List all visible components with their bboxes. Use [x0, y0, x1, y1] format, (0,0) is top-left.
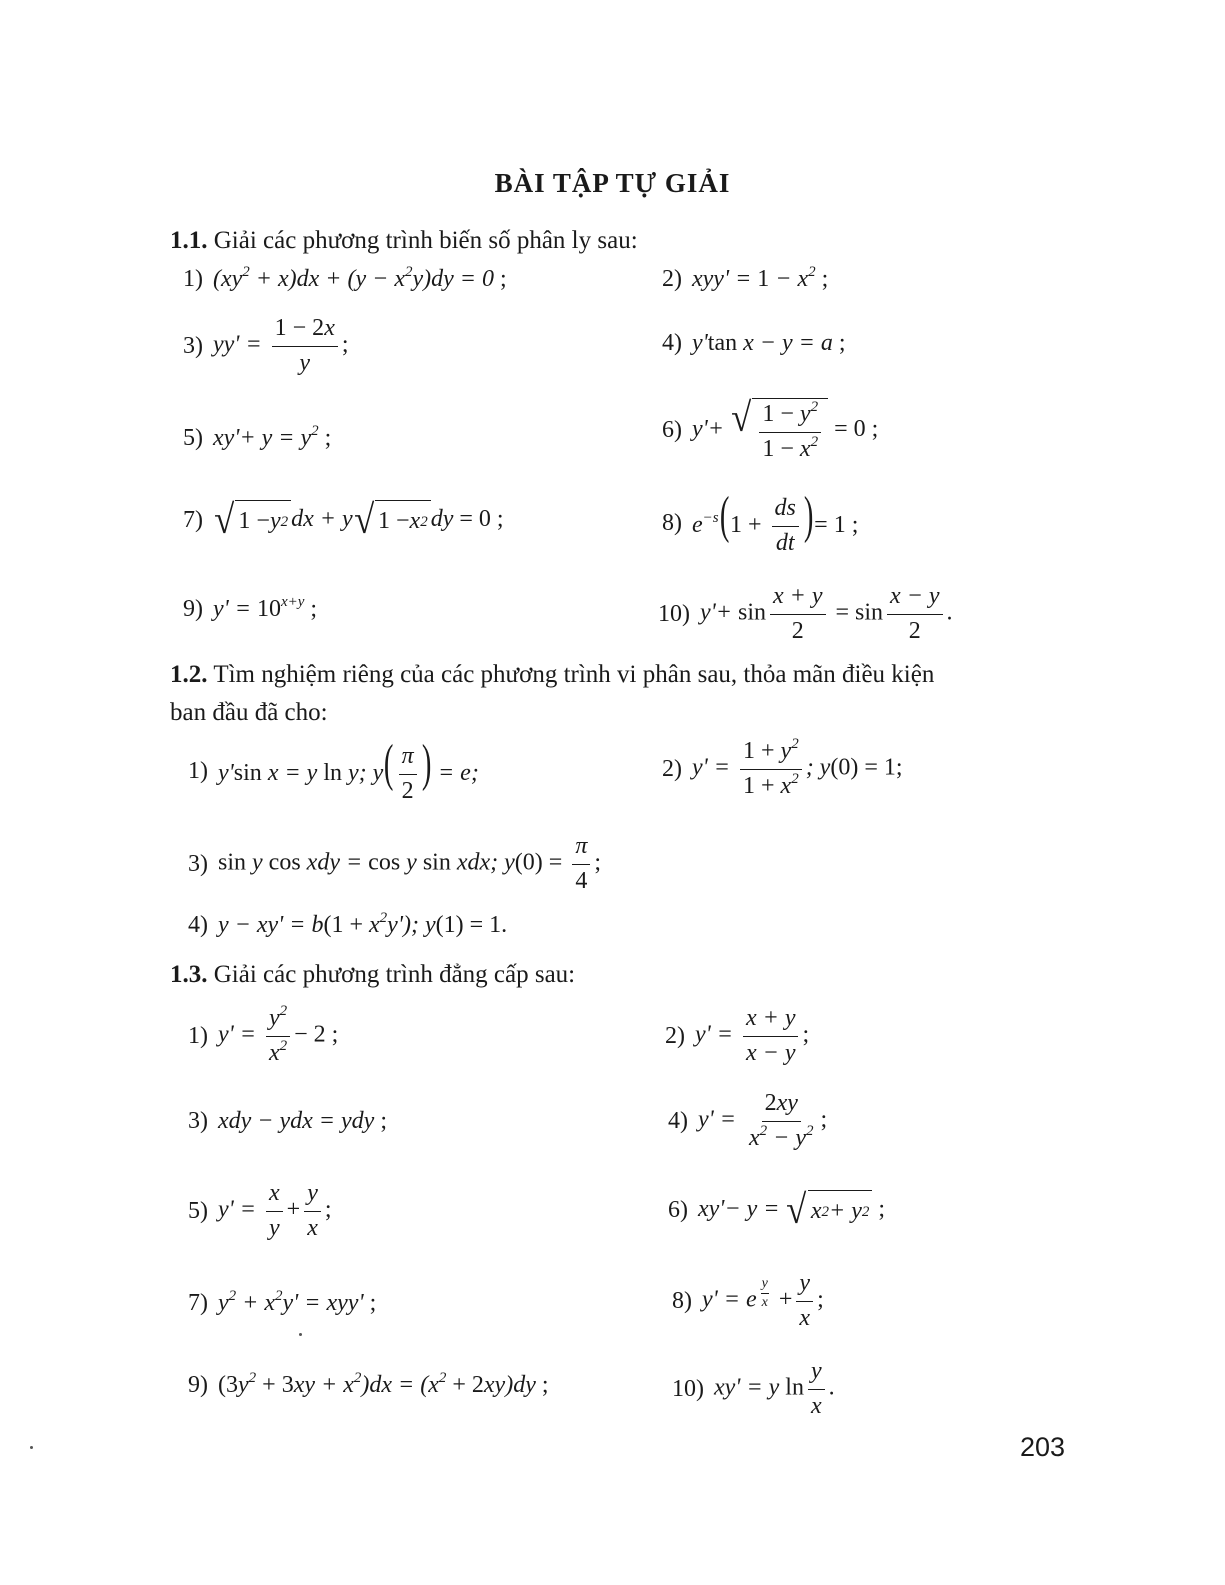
exercise-number: 2) — [665, 1022, 685, 1049]
exercise-number: 1) — [188, 1022, 208, 1049]
exercise-number: 3) — [183, 332, 203, 359]
exercise-number: 3) — [188, 1108, 208, 1134]
equation: sin y cos xdy = cos y sin xdx; y(0) = $\frac{\pi}{4}$ ; — [218, 833, 602, 894]
exercise-1-1-5 — [183, 425, 331, 452]
exercise-1-1-9 — [183, 596, 317, 623]
exercise-number: 5) — [188, 1197, 208, 1224]
equation: $(xy^2 + x)dx + (y - x^2y)dy = 0$ ; — [213, 264, 507, 292]
exercise-number: 1) — [188, 758, 208, 785]
page-title: BÀI TẬP TỰ GIẢI — [494, 168, 731, 198]
exercise-1-1-4 — [662, 330, 846, 357]
equation: y' = $\frac{x + y}{x - y}$ ; — [695, 1005, 810, 1066]
exercise-1-1-3 — [183, 315, 349, 377]
exercise-1-1-1 — [183, 266, 507, 293]
exercise-number: 3) — [188, 850, 208, 877]
exercise-1-1-6 — [662, 395, 879, 463]
equation: xy' = y ln $\frac{y}{x}$ . — [714, 1358, 835, 1419]
section-number: 1.1. — [170, 227, 208, 254]
exercise-number: 6) — [668, 1196, 688, 1223]
equation: y' = $\frac{y^2}{x^2}$ − 2 ; — [218, 1003, 339, 1066]
exercise-number: 8) — [672, 1287, 692, 1314]
equation: √ 1 − y 2 dx + y √ 1 − x 2 dy = 0 ; — [214, 497, 504, 542]
exercise-number: 7) — [188, 1290, 208, 1316]
exercise-1-3-8 — [672, 1270, 824, 1332]
equation: $xy'+ y = y^2$ ; — [213, 423, 332, 451]
exercise-1-3-4 — [668, 1090, 827, 1152]
section-1-1-heading — [170, 222, 638, 260]
equation: y' = $\frac{x}{y}$ + $\frac{y}{x}$ ; — [218, 1180, 332, 1241]
exercise-1-3-3 — [188, 1108, 387, 1135]
exercise-number: 9) — [188, 1372, 208, 1398]
exercise-1-3-2 — [665, 1005, 809, 1067]
exercise-number: 8) — [662, 510, 682, 537]
section-text: Giải các phương trình biến số phân ly sau: — [213, 227, 638, 254]
page-number: 203 — [1020, 1432, 1066, 1462]
equation: y' = $\frac{2xy}{x^2 - y^2}$ ; — [698, 1090, 828, 1151]
section-text-continued: ban đầu đã cho: — [170, 699, 328, 726]
exercise-1-3-6 — [668, 1187, 886, 1232]
exercise-number: 2) — [662, 266, 682, 292]
section-1-3-heading — [170, 956, 575, 994]
equation: $y^2 + x^2y' = xyy'$ ; — [218, 1288, 377, 1316]
equation: yy' = $\frac{1 - 2x}{y}$ ; — [213, 315, 349, 376]
exercise-number: 4) — [188, 912, 208, 938]
exercise-1-3-1 — [188, 1005, 338, 1067]
exercise-1-2-4 — [188, 912, 507, 939]
exercise-1-1-10 — [658, 583, 953, 645]
exercise-number: 1) — [183, 266, 203, 292]
equation: $y - xy' = b(1 + x^2y')$; y(1) = 1. — [218, 910, 508, 938]
equation: y'+ √ $\frac{1 - y^2}{1 - x^2}$ = 0 ; — [692, 395, 879, 462]
equation: $(3y^2 + 3xy + x^2)dx = (x^2 + 2xy)dy$ ; — [218, 1370, 549, 1398]
equation: xy'− y = √ x 2 + y 2 ; — [698, 1187, 886, 1232]
exercise-1-3-9 — [188, 1372, 549, 1399]
exercise-1-2-3 — [188, 833, 601, 895]
exercise-1-2-2 — [662, 738, 903, 800]
exercise-number: 2) — [662, 755, 682, 782]
exercise-1-3-10 — [672, 1358, 835, 1420]
exercise-number: 10) — [658, 600, 690, 627]
equation: y'+ sin $\frac{x + y}{2}$ = sin $\frac{x - y}{2}$ . — [700, 583, 953, 644]
exercise-number: 9) — [183, 596, 203, 622]
equation: xdy − ydx = ydy ; — [218, 1108, 387, 1134]
exercise-number: 5) — [183, 425, 203, 451]
exercise-1-1-8 — [662, 487, 859, 558]
equation: y'tan x − y = a ; — [692, 330, 846, 356]
equation: $y' = 10^{x+y}$ ; — [213, 594, 318, 622]
section-number: 1.3. — [170, 961, 208, 988]
exercise-1-1-2 — [662, 266, 828, 293]
section-1-2-heading — [170, 656, 934, 732]
exercise-number: 4) — [668, 1107, 688, 1134]
equation: y' = e $^{\frac{y}{x}}$ + $\frac{y}{x}$ ; — [702, 1270, 824, 1331]
exercise-1-1-7 — [183, 497, 504, 542]
scan-speck — [299, 1333, 302, 1336]
exercise-number: 10) — [672, 1375, 704, 1402]
exercise-number: 6) — [662, 417, 682, 444]
equation: $e^{-s}(1$ + $\frac{ds}{dt}$ )= 1 ; — [692, 487, 859, 556]
scan-speck — [30, 1446, 33, 1449]
section-number: 1.2. — [170, 661, 208, 688]
section-text: Tìm nghiệm riêng của các phương trình vi phân sau, thỏa mãn điều kiện — [213, 661, 935, 688]
exercise-1-3-7 — [188, 1290, 376, 1317]
exercise-number: 4) — [662, 330, 682, 356]
equation: y'sin x = y ln y; y( $\frac{\pi}{2}$ ) = e; — [218, 735, 479, 804]
exercise-1-3-5 — [188, 1180, 332, 1242]
equation: $xyy' = 1 - x^2$ ; — [692, 264, 829, 292]
equation: y' = $\frac{1 + y^2}{1 + x^2}$ ; y(0) = 1; — [692, 736, 903, 799]
exercise-number: 7) — [183, 506, 203, 533]
section-text: Giải các phương trình đẳng cấp sau: — [213, 961, 576, 988]
exercise-1-2-1 — [188, 735, 479, 806]
